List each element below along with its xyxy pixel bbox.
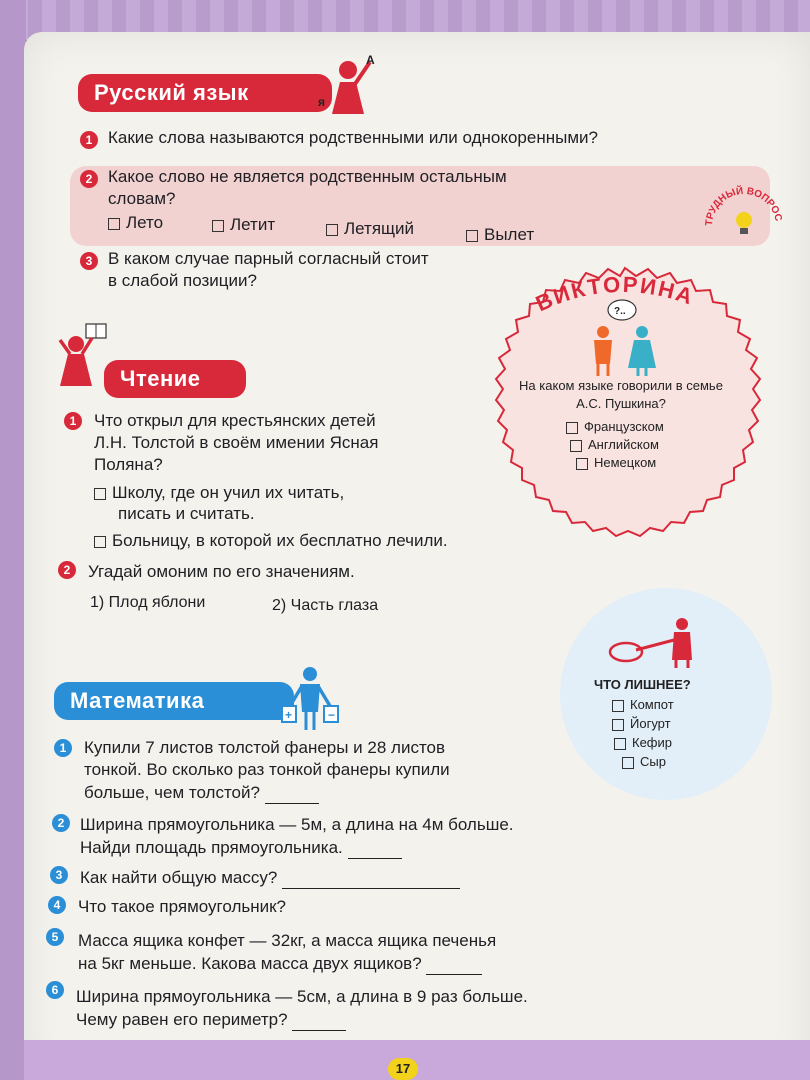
math-question-1-line2: тонкой. Во сколько раз тонкой фанеры купили (84, 760, 450, 779)
math-question-6-line2: Чему равен его периметр? (76, 1008, 346, 1031)
math-question-1-line3: больше, чем толстой? (84, 781, 319, 804)
odd-option[interactable]: Компот (612, 696, 674, 714)
math-section-title: Математика (54, 682, 294, 720)
reading-question-1-line3: Поляна? (94, 455, 163, 474)
answer-blank[interactable] (265, 781, 319, 804)
answer-option[interactable]: Летящий (326, 218, 414, 240)
question-number: 1 (64, 412, 82, 430)
quiz-option[interactable]: Английском (570, 436, 659, 454)
math-boy-icon (280, 664, 340, 734)
svg-text:А: А (366, 54, 375, 67)
checkbox[interactable] (94, 488, 106, 500)
checkbox[interactable] (570, 440, 582, 452)
checkbox[interactable] (576, 458, 588, 470)
svg-text:ТРУДНЫЙ ВОПРОС: ТРУДНЫЙ ВОПРОС (704, 185, 784, 227)
checkbox[interactable] (212, 220, 224, 232)
checkbox[interactable] (108, 218, 120, 230)
answer-option[interactable]: Вылет (466, 224, 534, 246)
question-number: 4 (48, 896, 66, 914)
page-bottom-strip (24, 1040, 810, 1080)
question-number: 2 (80, 170, 98, 188)
quiz-question-line1: На каком языке говорили в семье (519, 378, 723, 393)
quiz-option[interactable]: Немецком (576, 454, 656, 472)
detective-icon (676, 618, 688, 630)
page-number: 17 (388, 1058, 418, 1080)
book-cover-left (0, 0, 26, 1080)
russian-question-2-line2: словам? (108, 189, 176, 208)
checkbox[interactable] (622, 757, 634, 769)
letter-girl-icon (318, 54, 380, 124)
math-question-2-line2: Найди площадь прямоугольника. (80, 836, 402, 859)
russian-question-3-line1: В каком случае парный согласный стоит (108, 249, 429, 268)
hard-question-badge (704, 182, 784, 252)
quiz-option[interactable]: Французском (566, 418, 664, 436)
checkbox[interactable] (614, 738, 626, 750)
math-question-4: Что такое прямоугольник? (78, 897, 287, 916)
answer-blank[interactable] (292, 1008, 346, 1031)
lightbulb-icon (736, 212, 752, 228)
checkbox[interactable] (612, 700, 624, 712)
math-question-2-line1: Ширина прямоугольника — 5м, а длина на 4м больше. (80, 815, 514, 834)
russian-section-title: Русский язык (78, 74, 332, 112)
omonym-hint-2: 2) Часть глаза (272, 597, 379, 614)
quiz-title: ВИКТОРИНА (531, 271, 698, 317)
svg-text:+: + (285, 708, 293, 722)
question-number: 5 (46, 928, 64, 946)
answer-option[interactable]: Больницу, в которой их бесплатно лечили. (94, 530, 448, 552)
reading-section-title: Чтение (104, 360, 246, 398)
math-question-1-line1: Купили 7 листов толстой фанеры и 28 листов (84, 738, 446, 757)
reading-question-2: Угадай омоним по его значениям. (88, 562, 355, 581)
answer-option-continued: писать и считать. (118, 504, 255, 523)
question-number: 3 (80, 252, 98, 270)
svg-text:?..: ?.. (614, 306, 626, 317)
checkbox[interactable] (94, 536, 106, 548)
russian-question-3-line2: в слабой позиции? (108, 271, 257, 290)
question-number: 1 (54, 739, 72, 757)
math-question-5-line1: Масса ящика конфет — 32кг, а масса ящика печенья (78, 931, 497, 950)
odd-one-out-badge (556, 584, 776, 804)
question-number: 6 (46, 981, 64, 999)
russian-question-1: Какие слова называются родственными или однокоренными? (108, 128, 598, 147)
odd-option[interactable]: Йогурт (612, 715, 671, 733)
question-number: 2 (58, 561, 76, 579)
girl-icon (636, 326, 648, 338)
checkbox[interactable] (466, 230, 478, 242)
answer-option[interactable]: Школу, где он учил их читать, (94, 482, 344, 504)
odd-one-out-title: ЧТО ЛИШНЕЕ? (594, 677, 691, 692)
checkbox[interactable] (612, 719, 624, 731)
math-question-6-line1: Ширина прямоугольника — 5см, а длина в 9 раз больше. (76, 987, 528, 1006)
boy-icon (597, 326, 609, 338)
math-question-3: Как найти общую массу? (80, 866, 460, 889)
russian-question-2-line1: Какое слово не является родственным остальным (108, 167, 507, 186)
odd-option[interactable]: Сыр (622, 753, 666, 771)
reading-question-1-line1: Что открыл для крестьянских детей (94, 411, 376, 430)
checkbox[interactable] (326, 224, 338, 236)
answer-option[interactable]: Лето (108, 212, 163, 234)
svg-text:−: − (328, 708, 336, 722)
question-number: 1 (80, 131, 98, 149)
question-number: 2 (52, 814, 70, 832)
omonym-hint-1: 1) Плод яблони (90, 594, 206, 611)
svg-text:я: я (318, 95, 326, 109)
answer-option[interactable]: Летит (212, 214, 275, 236)
checkbox[interactable] (566, 422, 578, 434)
answer-blank[interactable] (426, 952, 482, 975)
question-number: 3 (50, 866, 68, 884)
answer-blank[interactable] (282, 866, 460, 889)
odd-option[interactable]: Кефир (614, 734, 672, 752)
reading-question-1-line2: Л.Н. Толстой в своём имении Ясная (94, 433, 379, 452)
answer-blank[interactable] (348, 836, 402, 859)
math-question-5-line2: на 5кг меньше. Какова масса двух ящиков? (78, 952, 482, 975)
quiz-question-line2: А.С. Пушкина? (576, 396, 666, 411)
